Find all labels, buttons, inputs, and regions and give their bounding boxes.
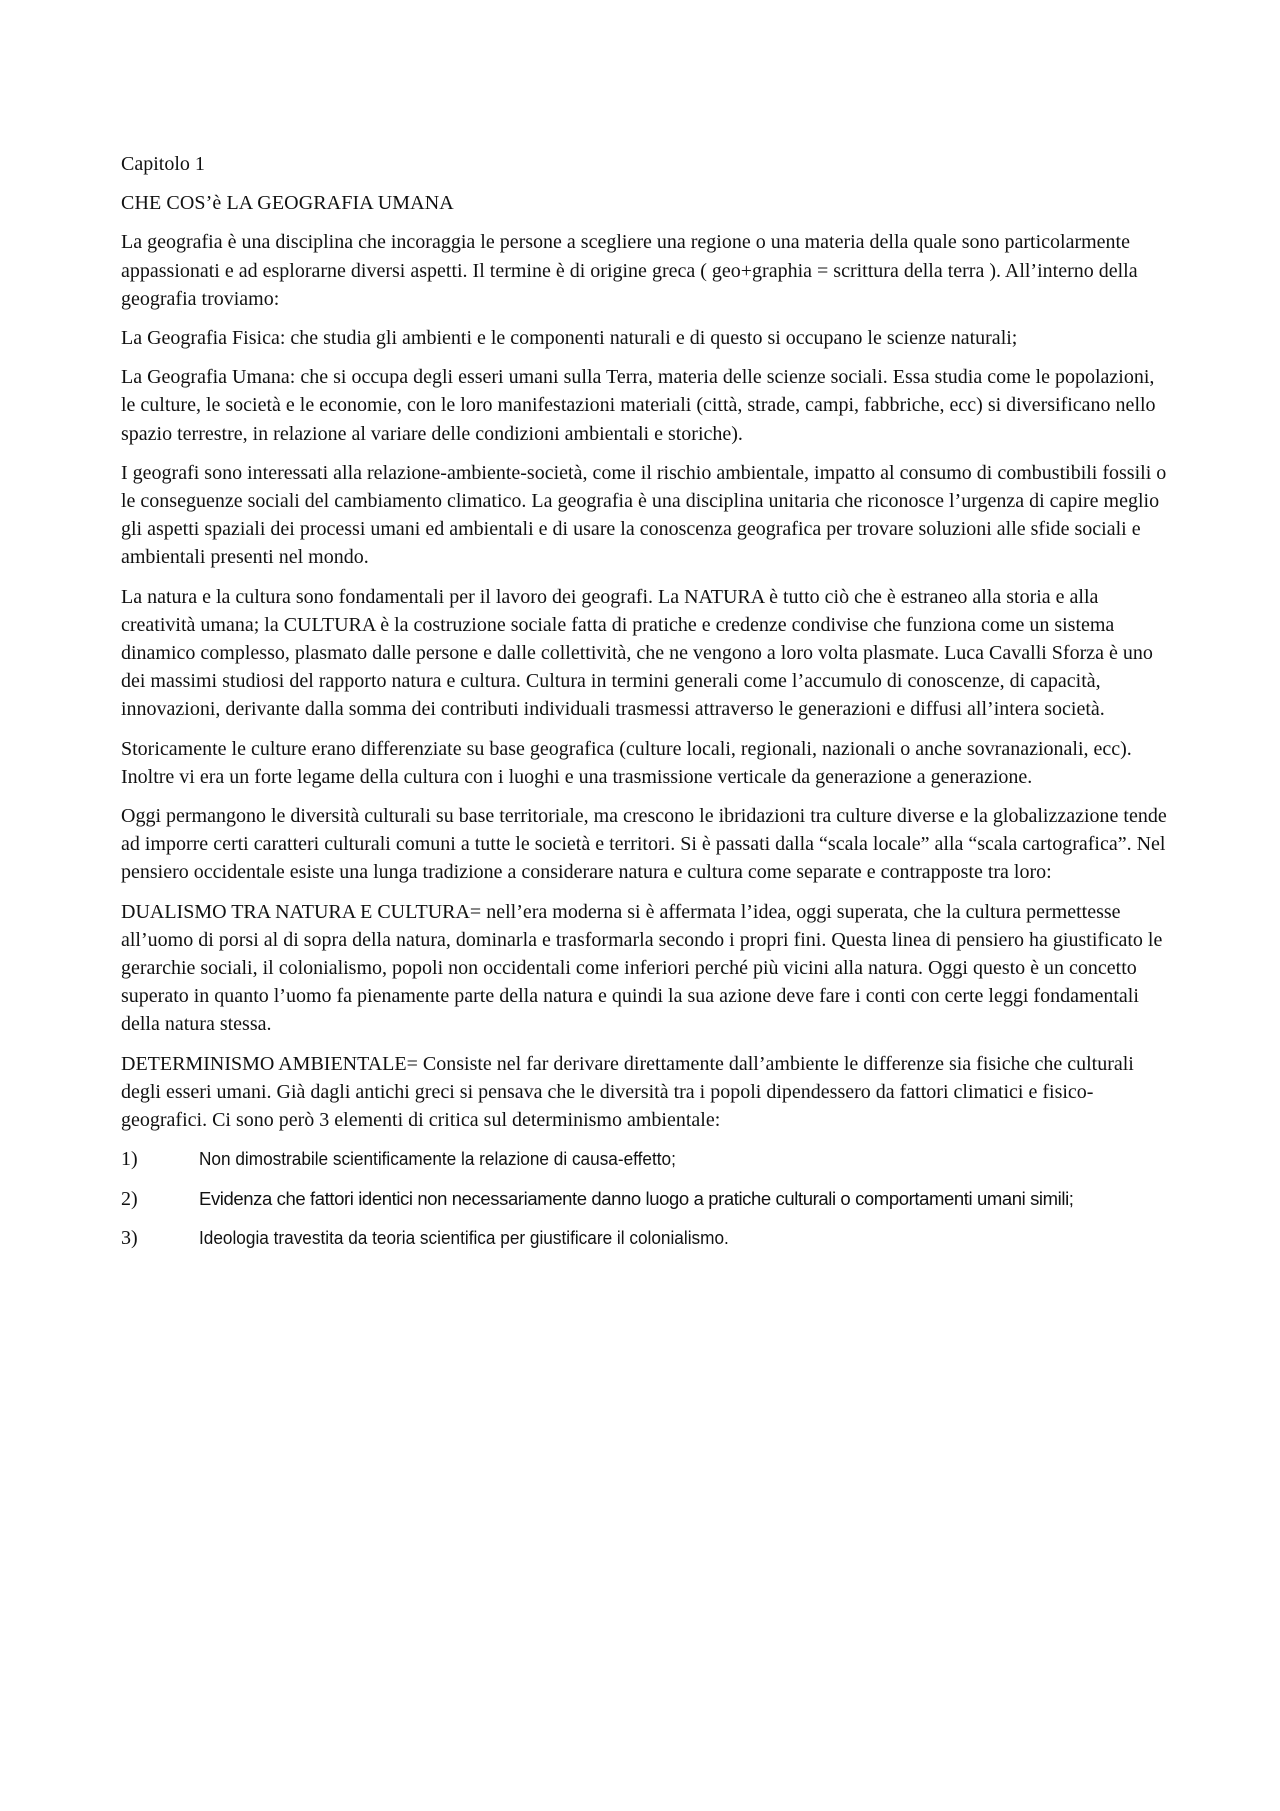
- list-item: [121, 1224, 1171, 1252]
- list-item: [121, 1145, 1171, 1173]
- paragraph: La natura e la cultura sono fondamentali per il lavoro dei geografi. La NATURA è tutto ciò che è estraneo alla storia e alla creatività umana; la CULTURA è la costruzione sociale fatta di pratiche e credenze condivise che funziona come un sistema dinamico complesso, plasmato dalle persone e dalle collettività, che ne vengono a loro volta plasmate. Luca Cavalli Sforza è uno dei massimi studiosi del rapporto natura e cultura. Cultura in termini generali come l’accumulo di conoscenze, di capacità, innovazioni, derivante dalla somma dei contributi individuali trasmessi attraverso le generazioni e diffusi all’intera società.: [121, 585, 1153, 721]
- list-number: 2): [121, 1187, 138, 1210]
- list-text: Ideologia travestita da teoria scientifica per giustificare il colonialismo.: [199, 1226, 729, 1248]
- list-text: Non dimostrabile scientificamente la relazione di causa-effetto;: [199, 1148, 676, 1170]
- paragraph: DETERMINISMO AMBIENTALE= Consiste nel far derivare direttamente dall’ambiente le differenze sia fisiche che culturali degli esseri umani. Già dagli antichi greci si pensava che le diversità tra i popoli dipendessero da fattori climatici e fisico-geografici. Ci sono però 3 elementi di critica sul determinismo ambientale:: [121, 1052, 1134, 1132]
- list-item: [121, 1185, 1171, 1213]
- paragraph: DUALISMO TRA NATURA E CULTURA= nell’era moderna si è affermata l’idea, oggi superata, che la cultura permettesse all’uomo di porsi al di sopra della natura, dominarla e trasformarla secondo i propri fini. Questa linea di pensiero ha giustificato le gerarchie sociali, il colonialismo, popoli non occidentali come inferiori perché più vicini alla natura. Oggi questo è un concetto superato in quanto l’uomo fa pienamente parte della natura e quindi la sua azione deve fare i conti con certe leggi fondamentali della natura stessa.: [121, 900, 1163, 1036]
- paragraph: I geografi sono interessati alla relazione-ambiente-società, come il rischio ambientale, impatto al consumo di combustibili fossili o le conseguenze sociali del cambiamento climatico. La geografia è una disciplina unitaria che riconosce l’urgenza di capire meglio gli aspetti spaziali dei processi umani ed ambientali e di usare la conoscenza geografica per trovare soluzioni alle sfide sociali e ambientali presenti nel mondo.: [121, 461, 1167, 569]
- paragraph: Storicamente le culture erano differenziate su base geografica (culture locali, regionali, nazionali o anche sovranazionali, ecc). Inoltre vi era un forte legame della cultura con i luoghi e una trasmissione verticale da generazione a generazione.: [121, 737, 1132, 788]
- paragraph: La geografia è una disciplina che incoraggia le persone a scegliere una regione o una materia della quale sono particolarmente appassionati e ad esplorarne diversi aspetti. Il termine è di origine greca ( geo+graphia = scrittura della terra ). All’interno della geografia troviamo:: [121, 231, 1138, 310]
- document-title: CHE COS’è LA GEOGRAFIA UMANA: [121, 192, 454, 215]
- list-text: Evidenza che fattori identici non necessariamente danno luogo a pratiche culturali o comportamenti umani simili;: [199, 1187, 1074, 1209]
- paragraph: La Geografia Umana: che si occupa degli esseri umani sulla Terra, materia delle scienze sociali. Essa studia come le popolazioni, le culture, le società e le economie, con le loro manifestazioni materiali (città, strade, campi, fabbriche, ecc) si diversificano nello spazio terrestre, in relazione al variare delle condizioni ambientali e storiche).: [121, 366, 1156, 445]
- chapter-heading: Capitolo 1: [121, 153, 205, 175]
- paragraph: Oggi permangono le diversità culturali su base territoriale, ma crescono le ibridazioni tra culture diverse e la globalizzazione tende ad imporre certi caratteri culturali comuni a tutte le società e territori. Si è passati dalla “scala locale” alla “scala cartografica”. Nel pensiero occidentale esiste una lunga tradizione a considerare natura e cultura come separate e contrapposte tra loro:: [121, 805, 1167, 884]
- paragraph: La Geografia Fisica: che studia gli ambienti e le componenti naturali e di questo si occupano le scienze naturali;: [121, 327, 1018, 350]
- list-number: 1): [121, 1148, 138, 1171]
- list-number: 3): [121, 1226, 138, 1249]
- document-page: [121, 150, 1171, 1263]
